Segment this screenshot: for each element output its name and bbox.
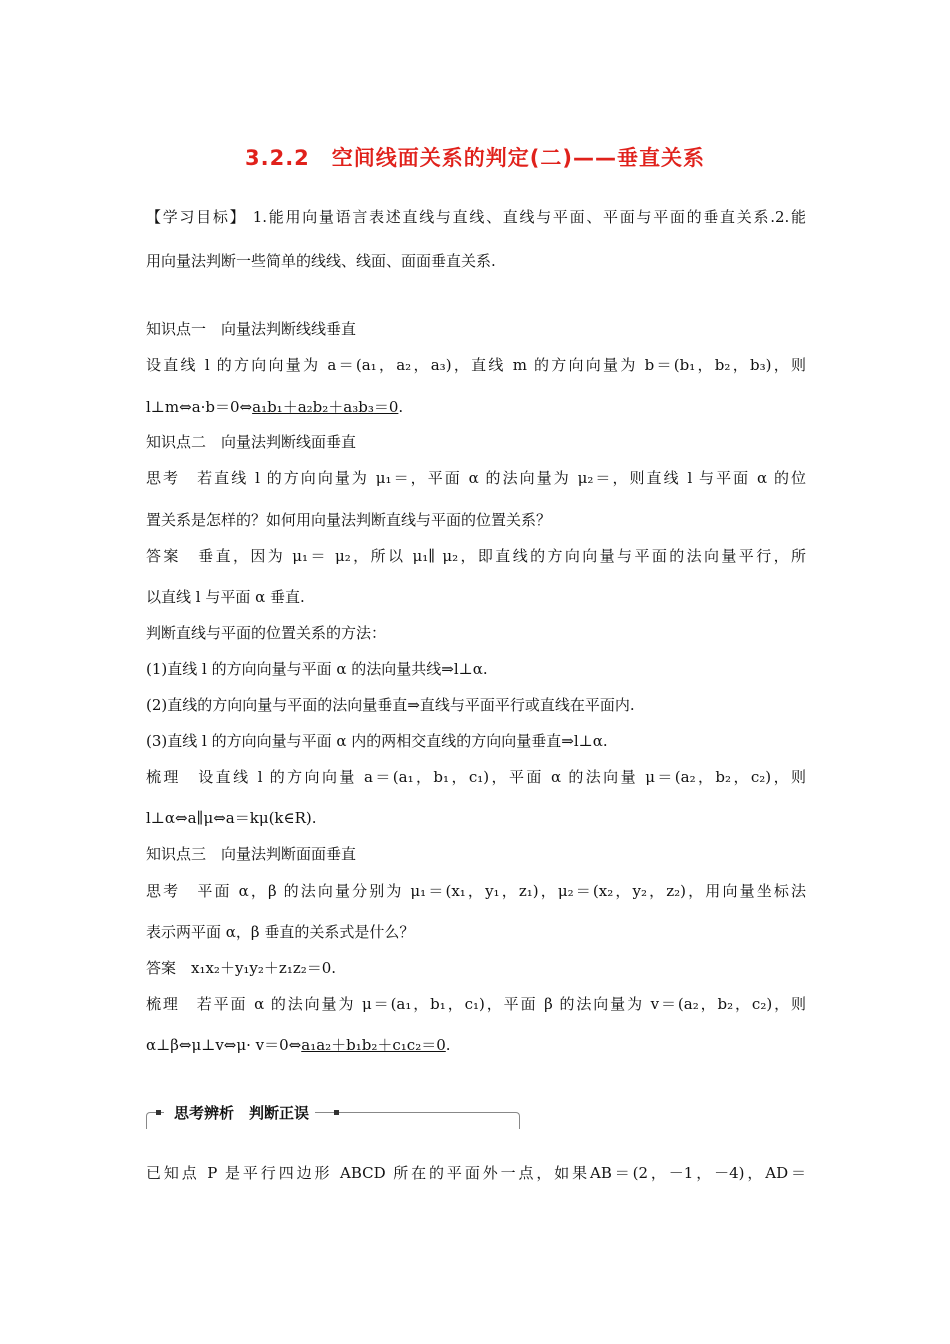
kp2-summary-line-1: 梳理 设直线 l 的方向向量 a＝(a₁，b₁，c₁)，平面 α 的法向量 μ＝(a₂，b₂，c₂)，则 bbox=[146, 768, 806, 786]
kp2-method-1: (1)直线 l 的方向向量与平面 α 的法向量共线⇒l⊥α. bbox=[146, 660, 488, 678]
kp2-answer-line-1: 答案 垂直，因为 μ₁＝ μ₂，所以 μ₁∥ μ₂，即直线的方向向量与平面的法向量平行，所 bbox=[146, 547, 806, 565]
kp3-summary-line-1: 梳理 若平面 α 的法向量为 μ＝(a₁，b₁，c₁)，平面 β 的法向量为 v＝(a₂，b₂，c₂)，则 bbox=[146, 995, 806, 1013]
learning-goals-line-2: 用向量法判断一些简单的线线、线面、面面垂直关系. bbox=[146, 252, 496, 270]
learning-goals-line-1: 【学习目标】 1.能用向量语言表述直线与直线、直线与平面、平面与平面的垂直关系.2.能 bbox=[146, 208, 806, 226]
kp3-think-line-2: 表示两平面 α，β 垂直的关系式是什么？ bbox=[146, 923, 415, 941]
kp1-formula: l⊥m⇔a·b＝0⇔ bbox=[146, 398, 253, 416]
banner-label: 思考辨析 判断正误 bbox=[164, 1102, 315, 1123]
kp3-period: . bbox=[445, 1036, 451, 1054]
knowledge-point-2-heading: 知识点二 向量法判断线面垂直 bbox=[146, 433, 357, 451]
kp3-answer-underlined: a₁a₂＋b₁b₂＋c₁c₂＝0 bbox=[301, 1036, 446, 1054]
kp2-method-3: (3)直线 l 的方向向量与平面 α 内的两相交直线的方向向量垂直⇒l⊥α. bbox=[146, 732, 608, 750]
knowledge-point-1-heading: 知识点一 向量法判断线线垂直 bbox=[146, 320, 357, 338]
kp1-line-1: 设直线 l 的方向向量为 a＝(a₁，a₂，a₃)，直线 m 的方向向量为 b＝(b₁，b₂，b₃)，则 bbox=[146, 356, 806, 374]
page-title: 3.2.2 空间线面关系的判定(二)——垂直关系 bbox=[245, 146, 705, 170]
banner-left-dot-icon bbox=[156, 1110, 161, 1115]
kp3-summary-line-2 bbox=[146, 1034, 806, 1056]
knowledge-point-3-heading: 知识点三 向量法判断面面垂直 bbox=[146, 845, 357, 863]
kp2-think-line-2: 置关系是怎样的？如何用向量法判断直线与平面的位置关系？ bbox=[146, 511, 552, 529]
kp2-think-line-1: 思考 若直线 l 的方向向量为 μ₁＝，平面 α 的法向量为 μ₂＝，则直线 l 与平面 α 的位 bbox=[146, 469, 806, 487]
kp1-line-2 bbox=[146, 396, 806, 418]
kp2-method-2: (2)直线的方向向量与平面的法向量垂直⇒直线与平面平行或直线在平面内. bbox=[146, 696, 635, 714]
kp2-answer-line-2: 以直线 l 与平面 α 垂直. bbox=[146, 588, 305, 606]
kp3-answer: 答案 x₁x₂＋y₁y₂＋z₁z₂＝0. bbox=[146, 959, 337, 977]
exercise-line-1: 已知点 P 是平行四边形 ABCD 所在的平面外一点，如果AB＝(2，－1，－4)，AD＝ bbox=[146, 1164, 806, 1182]
kp3-formula: α⊥β⇔μ⊥v⇔μ· v＝0⇔ bbox=[146, 1036, 302, 1054]
section-banner bbox=[146, 1100, 520, 1130]
kp3-think-line-1: 思考 平面 α，β 的法向量分别为 μ₁＝(x₁，y₁，z₁)，μ₂＝(x₂，y₂，z₂)，用向量坐标法 bbox=[146, 882, 806, 900]
kp1-period: . bbox=[398, 398, 404, 416]
kp2-summary-line-2: l⊥α⇔a∥μ⇔a＝kμ(k∈R). bbox=[146, 809, 317, 827]
kp2-methods-heading: 判断直线与平面的位置关系的方法： bbox=[146, 624, 387, 642]
banner-right-dot-icon bbox=[334, 1110, 339, 1115]
kp1-answer-underlined: a₁b₁＋a₂b₂＋a₃b₃＝0 bbox=[252, 398, 399, 416]
